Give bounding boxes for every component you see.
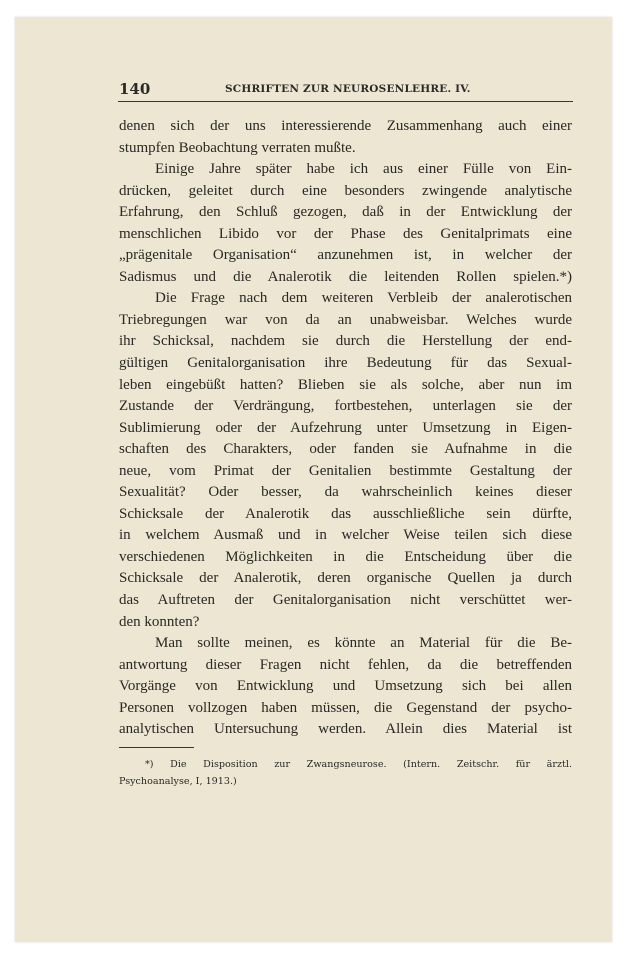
text-line: Sublimierung oder der Aufzehrung unter Umsetzung in Eigen-	[119, 419, 572, 436]
footnote-line: *) Die Disposition zur Zwangsneurose. (Intern. Zeitschr. für ärztl.	[145, 759, 572, 770]
footnote	[119, 756, 572, 790]
text-line: ihr Schicksal, nachdem sie durch die Herstellung der end-	[119, 333, 572, 350]
text-line: in welchem Ausmaß und in welcher Weise teilen sich diese	[119, 527, 572, 544]
header-rule	[118, 101, 573, 102]
text-line: schaften des Charakters, oder fanden sie Aufnahme in die	[119, 441, 572, 458]
text-line: Schicksale der Analerotik das ausschließliche sein dürfte,	[119, 505, 572, 522]
text-line: Triebregungen war von da an unabweisbar. Welches wurde	[119, 311, 572, 328]
text-line: Sexualität? Oder besser, da wahrscheinlich keines dieser	[119, 484, 572, 501]
text-line: verschiedenen Möglichkeiten in die Entscheidung über die	[119, 548, 572, 565]
text-line: Vorgänge von Entwicklung und Umsetzung sich bei allen	[119, 678, 572, 695]
text-line: „prägenitale Organisation“ anzunehmen ist, in welcher der	[119, 247, 572, 264]
text-line: stumpfen Beobachtung verraten mußte.	[119, 139, 356, 156]
text-line: das Auftreten der Genitalorganisation nicht verschüttet wer-	[119, 592, 572, 609]
text-line: Einige Jahre später habe ich aus einer Fülle von Ein-	[155, 161, 572, 178]
text-line: denen sich der uns interessierende Zusammenhang auch einer	[119, 118, 572, 134]
text-line: leben eingebüßt hatten? Blieben sie als solche, aber nun im	[119, 376, 572, 393]
running-head: SCHRIFTEN ZUR NEUROSENLEHRE. IV.	[225, 83, 471, 95]
text-line: menschlichen Libido vor der Phase des Genitalprimats eine	[119, 225, 572, 242]
text-line: den konnten?	[119, 613, 200, 630]
text-line: Personen vollzogen haben müssen, die Gegenstand der psycho-	[119, 699, 572, 716]
page-number: 140	[119, 80, 151, 98]
text-line: Zustande der Verdrängung, fortbestehen, unterlagen sie der	[119, 398, 572, 415]
text-line: Man sollte meinen, es könnte an Material für die Be-	[155, 635, 572, 652]
page-header	[119, 80, 572, 102]
footnote-line: Psychoanalyse, I, 1913.)	[119, 776, 237, 787]
body-text	[119, 116, 572, 741]
text-line: gültigen Genitalorganisation ihre Bedeutung für das Sexual-	[119, 355, 572, 372]
text-line: antwortung dieser Fragen nicht fehlen, da die betreffenden	[119, 656, 572, 673]
text-line: Die Frage nach dem weiteren Verbleib der analerotischen	[155, 290, 572, 307]
text-line: analytischen Untersuchung werden. Allein dies Material ist	[119, 721, 572, 738]
text-line: Schicksale der Analerotik, deren organische Quellen ja durch	[119, 570, 572, 587]
text-line: Sadismus und die Analerotik die leitenden Rollen spielen.*)	[119, 268, 572, 285]
text-line: Erfahrung, den Schluß gezogen, daß in der Entwicklung der	[119, 204, 572, 221]
text-line: drücken, geleitet durch eine besonders zwingende analytische	[119, 182, 572, 199]
footnote-rule	[119, 747, 194, 748]
text-line: neue, vom Primat der Genitalien bestimmte Gestaltung der	[119, 462, 572, 479]
